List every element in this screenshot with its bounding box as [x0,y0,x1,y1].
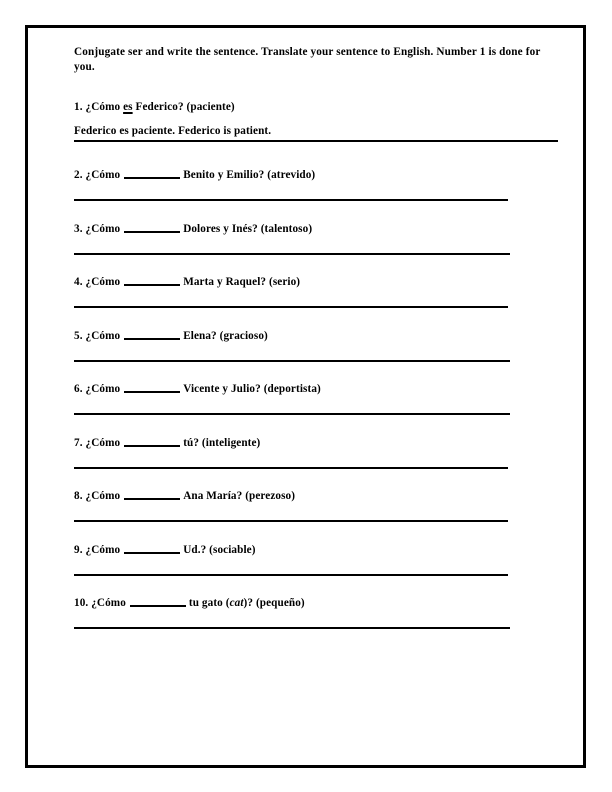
question-text-after: tú? (inteligente) [183,436,261,449]
question-text-after: Ana María? (perezoso) [183,490,296,503]
question-text-before: ¿Cómo [85,383,121,396]
fill-in-blank[interactable] [124,329,180,340]
fill-in-blank[interactable] [124,222,180,233]
question-item-10 [74,596,560,629]
question-item-9 [74,543,560,576]
worksheet-instructions: Conjugate ser and write the sentence. Translate your sentence to English. Number 1 is done for you. [74,46,541,73]
fill-in-blank[interactable] [124,275,180,286]
question-text-before: ¿Cómo [91,597,126,610]
question-number: 8. [74,490,83,503]
question-number: 2. [74,169,83,182]
fill-in-blank[interactable] [124,168,180,179]
question-text-after: Benito y Emilio? (atrevido) [183,169,316,182]
question-number: 1. [74,101,83,114]
answer-line-blank[interactable] [74,627,510,629]
question-number: 3. [74,222,83,235]
answer-line-blank[interactable] [74,360,510,362]
question-text-after: Dolores y Inés? (talentoso) [183,222,313,235]
question-number: 6. [74,383,83,396]
question-item-3 [74,222,560,255]
fill-in-blank[interactable] [124,489,180,500]
question-text-before: ¿Cómo [85,490,121,503]
question-text-after-close: )? (pequeño) [243,597,305,610]
question-number: 9. [74,543,83,556]
answer-line-blank[interactable] [74,306,508,308]
question-number: 7. [74,436,83,449]
fill-in-blank[interactable] [124,382,180,393]
fill-in-blank[interactable] [130,596,186,607]
fill-in-blank[interactable] [124,436,180,447]
question-text-before: ¿Cómo [85,101,121,114]
english-gloss: cat [229,597,244,610]
question-item-2 [74,168,560,201]
worksheet-page-border [25,25,586,768]
question-prompt [74,382,560,396]
question-number: 10. [74,597,89,610]
question-prompt [74,168,560,182]
question-text-after: Federico? (paciente) [135,101,235,114]
question-text-before: ¿Cómo [85,222,121,235]
question-text-before: ¿Cómo [85,329,121,342]
question-item-5 [74,329,560,362]
fill-in-blank[interactable] [124,543,180,554]
given-answer-word: es [123,101,133,114]
question-text-after: Vicente y Julio? (deportista) [183,383,321,396]
question-prompt [74,275,560,289]
question-item-1 [74,100,560,142]
question-number: 4. [74,276,83,289]
question-prompt [74,543,560,557]
question-prompt [74,489,560,503]
answer-line-blank[interactable] [74,574,508,576]
question-text-before: ¿Cómo [85,276,121,289]
answer-line-blank[interactable] [74,253,510,255]
question-number: 5. [74,329,83,342]
question-text-after: Elena? (gracioso) [183,329,268,342]
question-text-before: ¿Cómo [85,543,121,556]
question-item-8 [74,489,560,522]
question-prompt [74,222,560,236]
question-text-before: ¿Cómo [85,169,121,182]
question-text-after: tu gato ( [188,597,230,610]
answer-line-blank[interactable] [74,520,508,522]
answer-text: Federico es paciente. Federico is patient. [74,125,272,138]
question-item-6 [74,382,560,415]
answer-line-filled[interactable] [74,121,558,142]
question-prompt [74,100,560,114]
question-text-before: ¿Cómo [85,436,121,449]
answer-line-blank[interactable] [74,467,508,469]
question-prompt [74,329,560,343]
answer-line-blank[interactable] [74,199,508,201]
question-text-after: Marta y Raquel? (serio) [183,276,301,289]
question-item-4 [74,275,560,308]
question-prompt [74,436,560,450]
question-text-after: Ud.? (sociable) [183,543,256,556]
question-item-7 [74,436,560,469]
answer-line-blank[interactable] [74,413,510,415]
worksheet-content [74,45,560,650]
question-prompt [74,596,560,610]
